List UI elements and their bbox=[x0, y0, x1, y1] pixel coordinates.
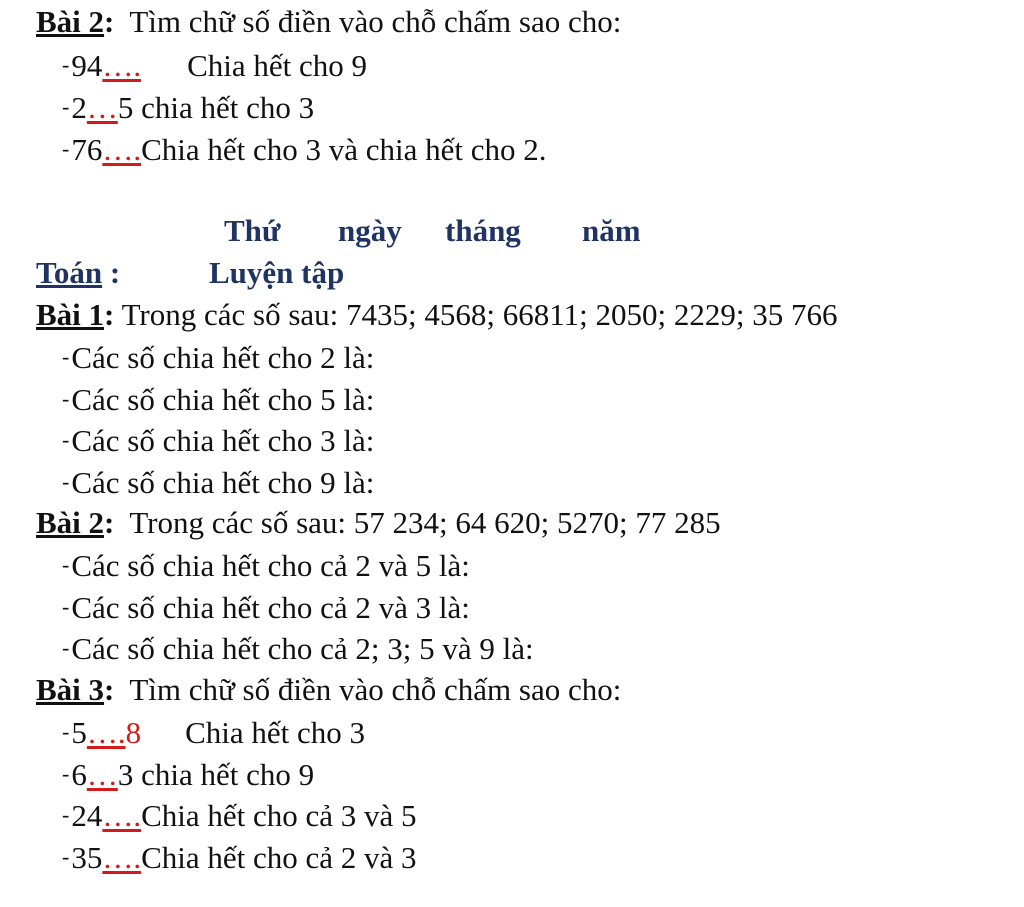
lesson-subject-colon bbox=[102, 255, 110, 290]
bai3-item-3 bbox=[62, 797, 417, 834]
date-ngay: ngày bbox=[338, 213, 402, 248]
item-dash: - bbox=[62, 635, 70, 660]
top-item-3 bbox=[62, 131, 547, 168]
item-text: Các số chia hết cho 3 là: bbox=[71, 423, 375, 458]
date-thu: Thứ bbox=[224, 213, 281, 248]
top-exercise-colon: : bbox=[104, 4, 115, 39]
item-dash: - bbox=[62, 761, 70, 786]
bai2-item-1 bbox=[62, 547, 470, 584]
lesson-colon: : bbox=[109, 255, 121, 290]
item-text: Các số chia hết cho cả 2; 3; 5 và 9 là: bbox=[71, 631, 534, 666]
bai2-item-2 bbox=[62, 589, 470, 626]
bai3-title bbox=[36, 672, 621, 708]
item-dash: - bbox=[62, 844, 70, 869]
item-dash: - bbox=[62, 136, 70, 161]
lesson-subject-name: Toán bbox=[36, 255, 103, 290]
item-number-before: 5 bbox=[71, 715, 87, 750]
item-dash: - bbox=[62, 802, 70, 827]
item-condition: Chia hết cho 9 bbox=[187, 48, 368, 83]
item-dash: - bbox=[62, 594, 70, 619]
item-text: Các số chia hết cho 2 là: bbox=[71, 340, 375, 375]
item-number-before: 76 bbox=[71, 132, 103, 167]
date-nam: năm bbox=[582, 213, 641, 248]
bai3-prompt: Tìm chữ số điền vào chỗ chấm sao cho: bbox=[129, 672, 622, 707]
fill-blank[interactable]: …. bbox=[102, 132, 142, 167]
item-dash: - bbox=[62, 427, 70, 452]
fill-blank[interactable]: …. bbox=[102, 840, 142, 875]
bai3-item-4 bbox=[62, 839, 417, 876]
item-dash: - bbox=[62, 344, 70, 369]
bai3-item-2 bbox=[62, 756, 314, 793]
item-number-before: 2 bbox=[71, 90, 87, 125]
bai2-item-3 bbox=[62, 630, 534, 667]
item-condition: 3 chia hết cho 9 bbox=[117, 757, 315, 792]
top-exercise-title bbox=[36, 4, 621, 40]
top-exercise-heading: Bài 2 bbox=[36, 4, 105, 39]
fill-blank[interactable]: …. bbox=[102, 48, 142, 83]
item-number-before: 24 bbox=[71, 798, 103, 833]
item-number-before: 35 bbox=[71, 840, 103, 875]
bai3-colon: : bbox=[104, 672, 115, 707]
bai1-heading: Bài 1 bbox=[36, 297, 105, 332]
item-condition: 5 chia hết cho 3 bbox=[117, 90, 315, 125]
bai2-heading: Bài 2 bbox=[36, 505, 105, 540]
bai1-title bbox=[36, 297, 837, 333]
item-number-before: 6 bbox=[71, 757, 87, 792]
bai2-colon: : bbox=[104, 505, 115, 540]
item-text: Các số chia hết cho cả 2 và 3 là: bbox=[71, 590, 470, 625]
top-exercise-prompt: Tìm chữ số điền vào chỗ chấm sao cho: bbox=[129, 4, 622, 39]
item-text: Các số chia hết cho 9 là: bbox=[71, 465, 375, 500]
item-condition: Chia hết cho cả 2 và 3 bbox=[141, 840, 417, 875]
lesson-subject bbox=[36, 255, 120, 291]
bai3-item-1 bbox=[62, 714, 365, 751]
item-dash: - bbox=[62, 52, 70, 77]
item-condition: Chia hết cho 3 và chia hết cho 2. bbox=[141, 132, 547, 167]
item-condition: Chia hết cho 3 bbox=[185, 715, 366, 750]
item-dash: - bbox=[62, 386, 70, 411]
item-text: Các số chia hết cho cả 2 và 5 là: bbox=[71, 548, 470, 583]
bai1-item-2 bbox=[62, 381, 374, 418]
date-thang: tháng bbox=[445, 213, 521, 248]
bai1-colon: : bbox=[104, 297, 115, 332]
fill-blank[interactable]: …. bbox=[86, 715, 126, 750]
bai2-title bbox=[36, 505, 721, 541]
bai1-item-4 bbox=[62, 464, 374, 501]
fill-blank[interactable]: … bbox=[86, 90, 118, 125]
item-text: Các số chia hết cho 5 là: bbox=[71, 382, 375, 417]
item-number-before: 94 bbox=[71, 48, 103, 83]
top-item-1 bbox=[62, 47, 367, 84]
bai1-item-1 bbox=[62, 339, 374, 376]
item-dash: - bbox=[62, 469, 70, 494]
bai1-item-3 bbox=[62, 422, 374, 459]
item-condition: Chia hết cho cả 3 và 5 bbox=[141, 798, 417, 833]
item-dash: - bbox=[62, 552, 70, 577]
lesson-title: Luyện tập bbox=[209, 255, 345, 290]
fill-blank[interactable]: …. bbox=[102, 798, 142, 833]
item-dash: - bbox=[62, 719, 70, 744]
item-dash: - bbox=[62, 94, 70, 119]
top-item-2 bbox=[62, 89, 314, 126]
bai3-heading: Bài 3 bbox=[36, 672, 105, 707]
filled-digit: 8 bbox=[125, 715, 142, 750]
bai2-prompt: Trong các số sau: 57 234; 64 620; 5270; 77 285 bbox=[129, 505, 721, 540]
fill-blank[interactable]: … bbox=[86, 757, 118, 792]
bai1-prompt: Trong các số sau: 7435; 4568; 66811; 2050; 2229; 35 766 bbox=[121, 297, 838, 332]
